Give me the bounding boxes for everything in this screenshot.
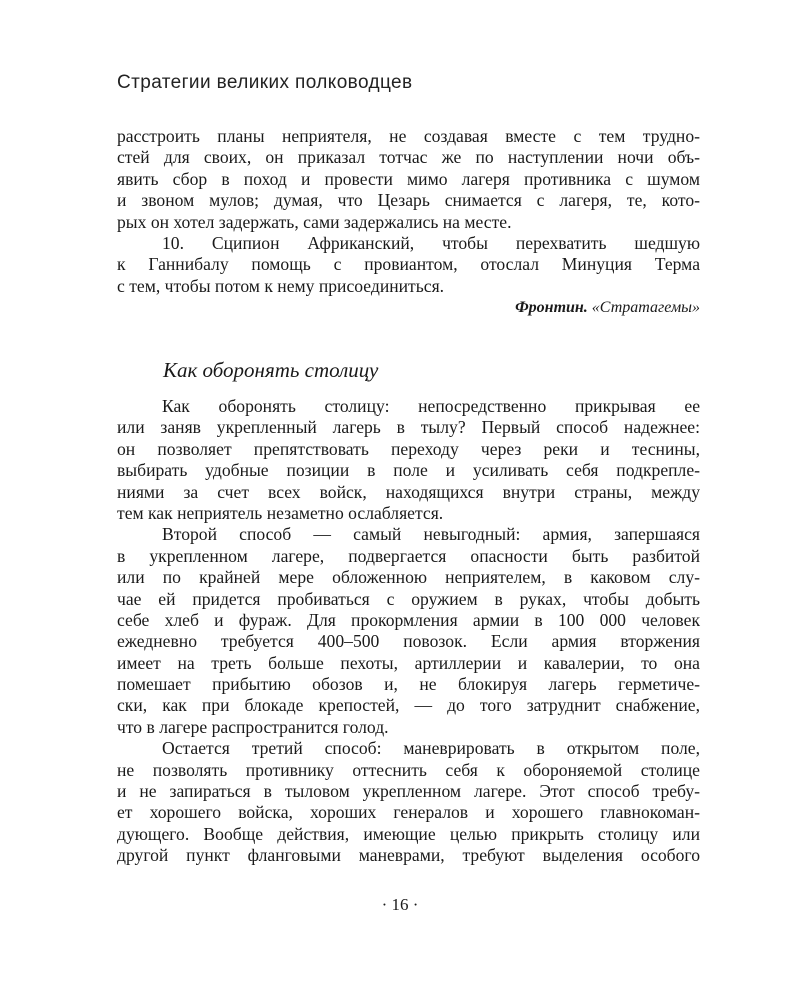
text-line: он позволяет препятствовать переходу через реки и теснины, [117,438,700,459]
text-line: или заняв укрепленный лагерь в тылу? Первый способ надежнее: [117,417,700,438]
text-line: ниями за счет всех войск, находящихся внутри страны, между [117,481,700,502]
text-line: помешает прибытию обозов и, не блокируя лагерь герметиче- [117,674,700,695]
text-line: ет хорошего войска, хороших генералов и хорошего главнокоман- [117,802,700,823]
text-line: другой пункт фланговыми маневрами, требуют выделения особого [117,845,700,866]
running-head-title: Стратегии великих полководцев [117,72,413,93]
text-line: стей для своих, он приказал тотчас же по наступлении ночи объ- [117,147,700,168]
text-line: ежедневно требуется 400–500 повозок. Если армия вторжения [117,631,700,652]
source-attribution [515,299,700,317]
text-line: чае ей придется пробиваться с оружием в руках, чтобы добыть [117,588,700,609]
text-line: Остается третий способ: маневрировать в открытом поле, [162,738,700,759]
paragraph-block-main [117,396,700,867]
text-line: расстроить планы неприятеля, не создавая вместе с тем трудно- [117,126,700,146]
text-line: и не запираться в тыловом укрепленном лагере. Этот способ требу- [117,781,700,802]
page-number: · 16 · [381,895,419,914]
text-line: с тем, чтобы потом к нему присоединиться. [117,275,445,296]
text-line: явить сбор в поход и провести мимо лагеря противника с шумом [117,168,700,189]
paragraph-block-top [117,126,700,297]
text-line: не позволять противнику оттеснить себя к обороняемой столице [117,759,700,780]
attribution-author: Фронтин. [515,299,588,316]
text-line: 10. Сципион Африканский, чтобы перехватить шедшую [162,232,700,253]
text-line: себе хлеб и фураж. Для прокормления армии в 100 000 человек [117,609,700,630]
text-line: тем как неприятель незаметно ослабляется. [117,502,444,523]
section-heading: Как оборонять столицу [163,358,379,382]
text-line: и звоном мулов; думая, что Цезарь снимается с лагеря, те, кото- [117,190,700,211]
text-line: или по крайней мере обложенною неприятелем, в каковом слу- [117,567,700,588]
text-line: дующего. Вообще действия, имеющие целью прикрыть столицу или [117,823,700,844]
text-line: к Ганнибалу помощь с провиантом, отослал Минуция Терма [117,254,700,275]
text-line: выбирать удобные позиции в поле и усиливать себя подкрепле- [117,460,700,481]
text-line: имеет на треть больше пехоты, артиллерии и кавалерии, то она [117,652,700,673]
text-line: в укрепленном лагере, подвергается опасности быть разбитой [117,545,700,566]
text-line: рых он хотел задержать, сами задержались на месте. [117,211,512,232]
text-line: Как оборонять столицу: непосредственно прикрывая ее [162,396,700,416]
text-line: что в лагере распространится голод. [117,716,389,737]
text-line: ски, как при блокаде крепостей, — до того затруднит снабжение, [117,695,700,716]
text-line: Второй способ — самый невыгодный: армия, запершаяся [162,524,700,545]
attribution-work: «Стратагемы» [591,299,700,316]
